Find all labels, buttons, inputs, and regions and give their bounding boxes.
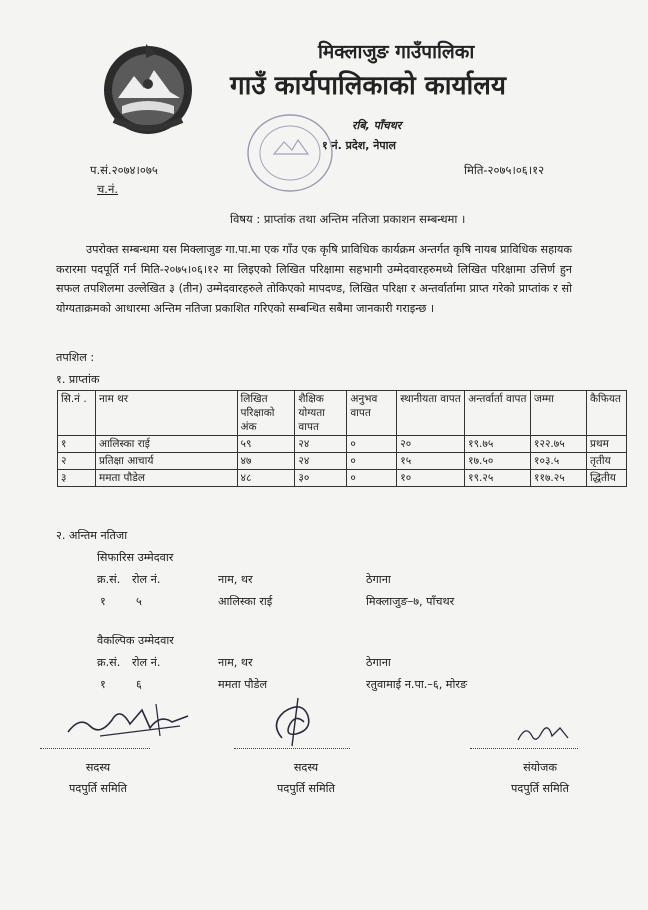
signature-1-role: सदस्य <box>85 761 111 774</box>
table-cell: ३० <box>295 470 347 487</box>
table-cell: २४ <box>295 436 347 453</box>
recommended-roll: ५ <box>136 595 142 608</box>
alternate-heading: वैकल्पिक उम्मेदवार <box>97 634 174 647</box>
recommended-address: मिक्लाजुङ–७, पाँचथर <box>366 595 455 608</box>
signature-2-committee: पदपुर्ति समिति <box>277 782 335 795</box>
table-cell: ५९ <box>237 436 295 453</box>
table-cell: ० <box>347 453 397 470</box>
dispatch-number: च.नं. <box>97 182 118 196</box>
alternate-name: ममता पौडेल <box>218 678 268 691</box>
table-cell: ४८ <box>237 470 295 487</box>
table-cell: १५ <box>397 453 465 470</box>
nepal-emblem-icon <box>96 36 200 140</box>
recommended-name: आलिस्का राई <box>218 595 273 608</box>
table-cell: १ <box>58 436 96 453</box>
signature-2-role: सदस्य <box>293 761 319 774</box>
table-cell: १९.२५ <box>465 470 531 487</box>
header-experience: अनुभव वापत <box>347 391 397 436</box>
table-cell: १९.७५ <box>465 436 531 453</box>
recommended-col-sn: क्र.सं. <box>97 573 121 586</box>
table-header-row <box>58 391 627 436</box>
location-line-1: रबि, पाँचथर <box>352 119 402 132</box>
recommended-col-addr: ठेगाना <box>366 573 391 586</box>
reference-number: प.सं.२०७४।०७५ <box>90 163 158 177</box>
table-row <box>58 453 627 470</box>
table-cell: ३ <box>58 470 96 487</box>
signature-3-committee: पदपुर्ति समिति <box>511 782 569 795</box>
header-written: लिखित परिक्षाको अंक <box>237 391 295 436</box>
header-locality: स्थानीयता वापत <box>397 391 465 436</box>
table-cell: २४ <box>295 453 347 470</box>
table-cell: १७.५० <box>465 453 531 470</box>
table-cell: प्रथम <box>586 436 626 453</box>
header-education: शैक्षिक योग्यता वापत <box>295 391 347 436</box>
office-title: गाउँ कार्यपालिकाको कार्यालय <box>230 71 506 101</box>
alternate-sn: १ <box>100 678 106 691</box>
table-cell: ० <box>347 470 397 487</box>
recommended-col-name: नाम, थर <box>218 573 253 586</box>
alternate-col-name: नाम, थर <box>218 656 253 669</box>
table-cell: २० <box>397 436 465 453</box>
signature-member-2-icon <box>262 694 332 750</box>
recommended-sn: १ <box>100 595 106 608</box>
alternate-col-addr: ठेगाना <box>366 656 391 669</box>
signature-1-committee: पदपुर्ति समिति <box>69 782 127 795</box>
table-cell: १० <box>397 470 465 487</box>
details-label: तपशिल : <box>56 351 95 364</box>
alternate-col-sn: क्र.सं. <box>97 656 121 669</box>
header-serial: सि.नं . <box>58 391 96 436</box>
table-cell: द्धितीय <box>586 470 626 487</box>
table-cell: आलिस्का राई <box>95 436 237 453</box>
table-cell: १२२.७५ <box>531 436 587 453</box>
letter-date: मिति-२०७५।०६।१२ <box>464 163 545 177</box>
recommended-heading: सिफारिस उम्मेदवार <box>97 551 174 564</box>
header-name: नाम थर <box>95 391 237 436</box>
table-cell: ४७ <box>237 453 295 470</box>
table-cell: प्रतिक्षा आचार्य <box>95 453 237 470</box>
table-row <box>58 470 627 487</box>
table-cell: १०३.५ <box>531 453 587 470</box>
table-cell: ११७.२५ <box>531 470 587 487</box>
subject-line: विषय : प्राप्तांक तथा अन्तिम नतिजा प्रकाशन सम्बन्धमा । <box>230 212 466 226</box>
body-paragraph: उपरोक्त सम्बन्धमा यस मिक्लाजुङ गा.पा.मा एक गाँउ एक कृषि प्राविधिक कार्यक्रम अन्तर्गत कृषि नायब प्राविधिक सहायक करारमा पदपूर्ति गर्न मिति-२०७५।०६।१२ मा लिइएको लिखित परिक्षामा सहभागी उम्मेदवारहरुमध्ये लिखित परिक्षामा उत्तिर्ण हुन सफल तपशिलमा उल्लेखित ३ (तीन) उम्मेदवारहरुले तोकिएको मापदण्ड, लिखित परिक्षा र अन्तर्वार्तामा प्राप्त गरेको प्राप्तांक र सो योग्यताक्रमको आधारमा अन्तिम नतिजा प्रकाशित गरिएको सम्बन्धित सबैमा जानकारी गराइन्छ । <box>56 243 572 315</box>
marks-table <box>57 390 627 487</box>
header-remarks: कैफियत <box>586 391 626 436</box>
table-cell: ममता पौडेल <box>95 470 237 487</box>
alternate-col-roll: रोल नं. <box>132 656 161 669</box>
table-row <box>58 436 627 453</box>
signature-member-1-icon <box>60 696 200 746</box>
header-interview: अन्तर्वार्ता वापत <box>465 391 531 436</box>
signature-coordinator-icon <box>512 718 578 748</box>
municipality-name: मिक्लाजुङ गाउँपालिका <box>318 41 475 63</box>
table-cell: २ <box>58 453 96 470</box>
recommended-col-roll: रोल नं. <box>132 573 161 586</box>
alternate-roll: ६ <box>136 678 142 691</box>
alternate-address: रतुवामाई न.पा.–६, मोरङ <box>366 678 468 691</box>
office-stamp-icon <box>240 108 340 198</box>
header-total: जम्मा <box>531 391 587 436</box>
table-cell: तृतीय <box>586 453 626 470</box>
section-marks-heading: १. प्राप्तांक <box>56 373 100 386</box>
signature-3-role: संयोजक <box>523 761 557 774</box>
location-line-2: १ नं. प्रदेश, नेपाल <box>322 139 396 152</box>
table-cell: ० <box>347 436 397 453</box>
section-final-result-heading: २. अन्तिम नतिजा <box>56 529 128 542</box>
